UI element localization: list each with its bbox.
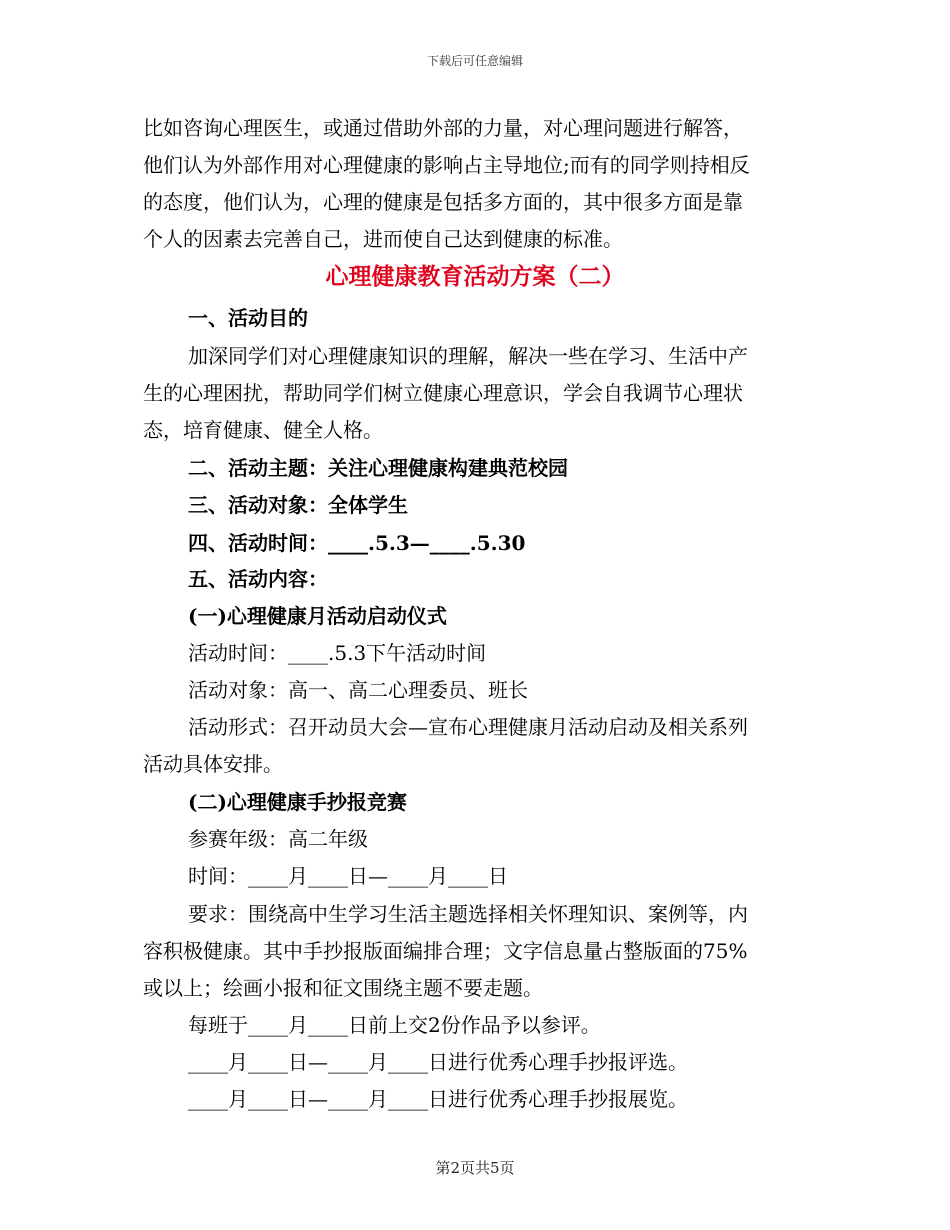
sub-2-grade: 参赛年级：高二年级 — [188, 827, 368, 851]
sub-1-target: 活动对象：高一、高二心理委员、班长 — [188, 678, 528, 702]
sub-2-time: 时间：____月____日—____月____日 — [188, 864, 508, 888]
sub-1-form-line-1: 活动形式：召开动员大会—宣布心理健康月活动启动及相关系列 — [188, 715, 748, 739]
page-header: 下载后可任意编辑 — [426, 54, 523, 68]
sub-2-heading: (二)心理健康手抄报竞赛 — [188, 790, 407, 814]
section-1-heading: 一、活动目的 — [188, 306, 308, 330]
sub-2-requirement-line-3: 或以上；绘画小报和征文围绕主题不要走题。 — [143, 976, 543, 1000]
page-footer: 第2页共5页 — [435, 1159, 515, 1177]
sub-1-time: 活动时间：____.5.3下午活动时间 — [188, 641, 487, 665]
sub-1-heading: (一)心理健康月活动启动仪式 — [188, 604, 447, 628]
sub-2-requirement-line-2: 容积极健康。其中手抄报版面编排合理；文字信息量占整版面的75% — [143, 939, 748, 963]
section-2-theme: 二、活动主题：关注心理健康构建典范校园 — [188, 456, 568, 480]
section-4-time: 四、活动时间：____.5.3—____.5.30 — [188, 531, 526, 555]
section-1-line-1: 加深同学们对心理健康知识的理解，解决一些在学习、生活中产 — [188, 344, 748, 368]
sub-2-requirement-line-1: 要求：围绕高中生学习生活主题选择相关怀理知识、案例等，内 — [188, 902, 748, 926]
intro-line-1: 比如咨询心理医生，或通过借助外部的力量，对心理问题进行解答， — [143, 116, 743, 140]
section-1-line-2: 生的心理困扰，帮助同学们树立健康心理意识，学会自我调节心理状 — [143, 381, 743, 405]
intro-line-2: 他们认为外部作用对心理健康的影响占主导地位;而有的同学则持相反 — [143, 153, 750, 177]
document-title: 心理健康教育活动方案（二） — [325, 263, 625, 290]
section-5-heading: 五、活动内容： — [188, 567, 328, 591]
sub-2-submit: 每班于____月____日前上交2份作品予以参评。 — [188, 1013, 601, 1037]
intro-line-4: 个人的因素去完善自己，进而使自己达到健康的标准。 — [143, 227, 623, 251]
sub-2-exhibit: ____月____日—____月____日进行优秀心理手抄报展览。 — [188, 1087, 688, 1111]
section-1-line-3: 态，培育健康、健全人格。 — [143, 418, 383, 442]
sub-1-form-line-2: 活动具体安排。 — [143, 752, 283, 776]
sub-2-review: ____月____日—____月____日进行优秀心理手抄报评选。 — [188, 1050, 688, 1074]
section-3-target: 三、活动对象：全体学生 — [188, 493, 408, 517]
intro-line-3: 的态度，他们认为，心理的健康是包括多方面的，其中很多方面是靠 — [143, 190, 743, 214]
